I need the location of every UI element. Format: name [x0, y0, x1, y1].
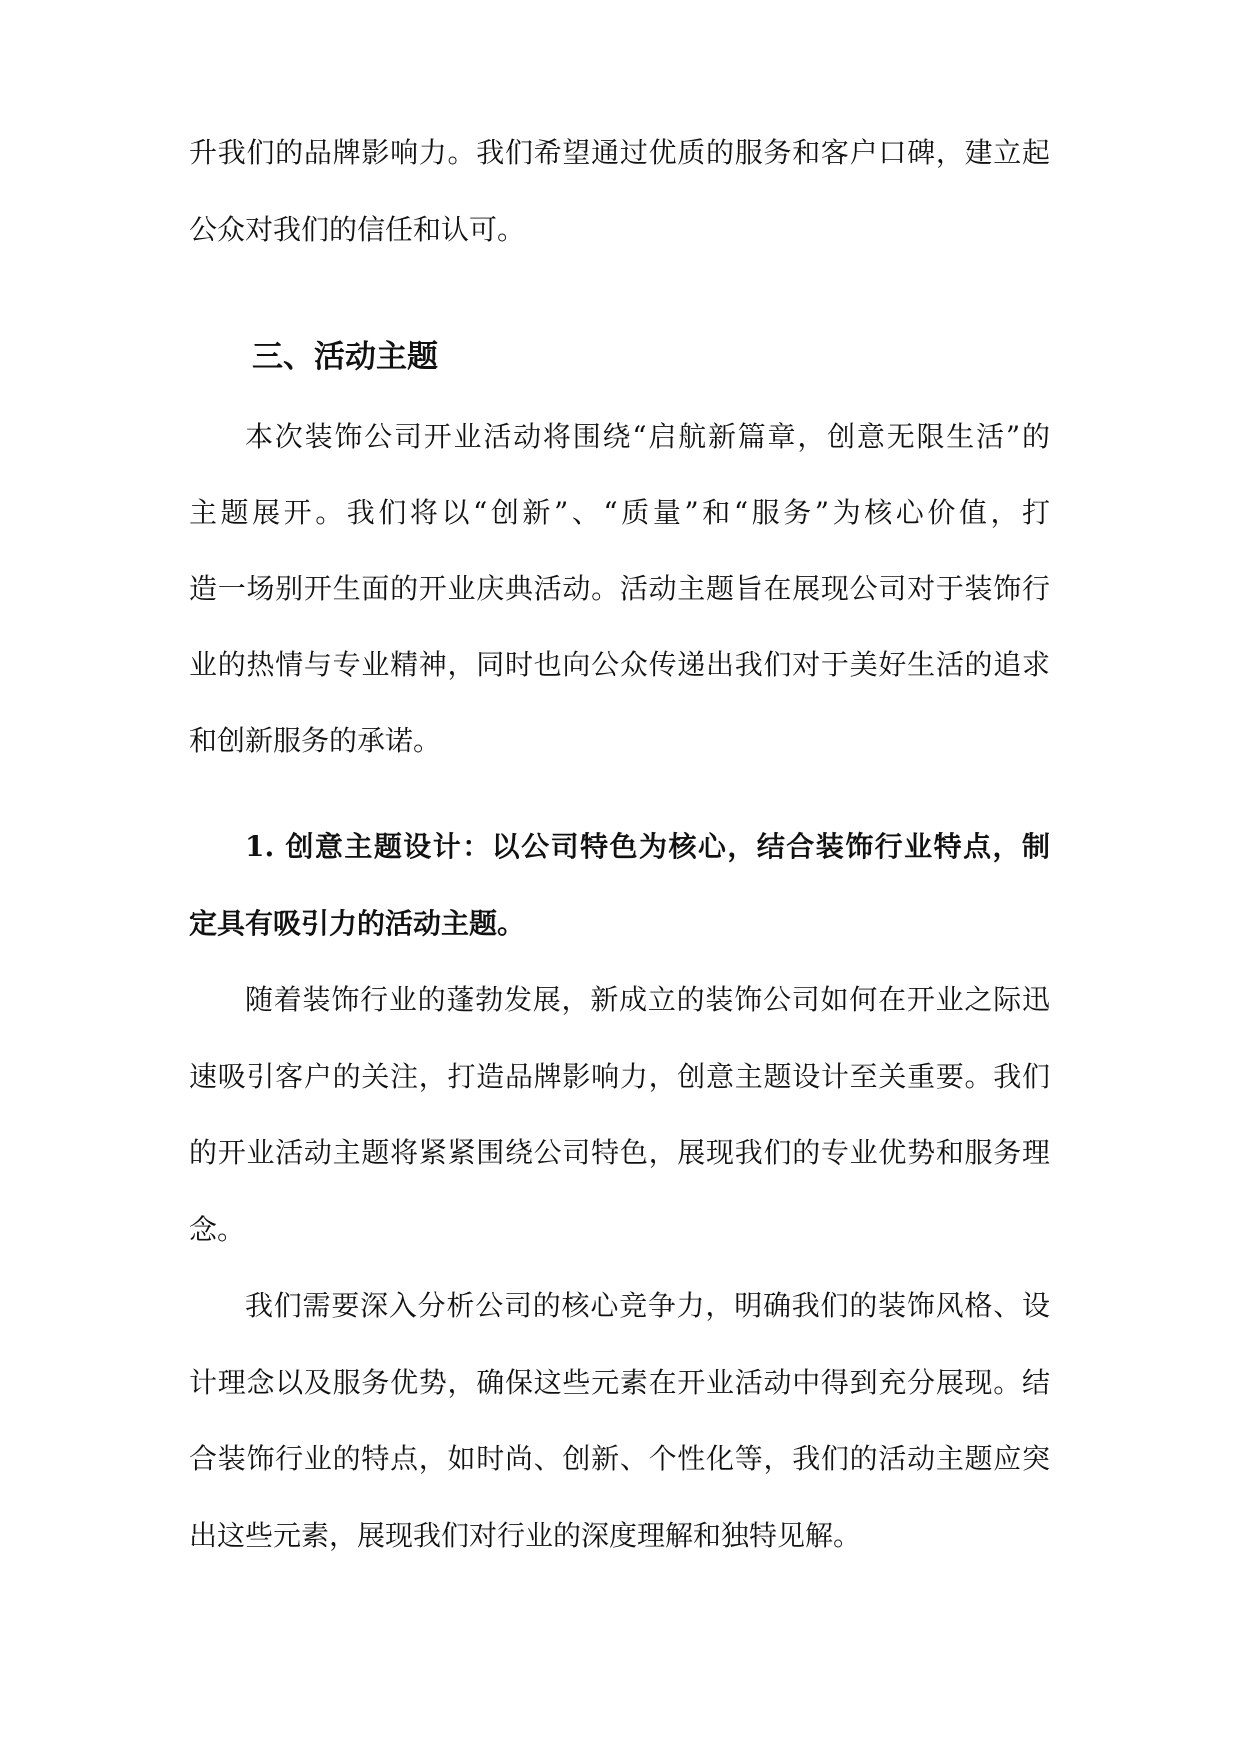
paragraph-line: 我们需要深入分析公司的核心竞争力，明确我们的装饰风格、设: [245, 1289, 1050, 1322]
paragraph-line: 造一场别开生面的开业庆典活动。活动主题旨在展现公司对于装饰行: [189, 572, 1050, 605]
paragraph-line: 的开业活动主题将紧紧围绕公司特色，展现我们的专业优势和服务理: [189, 1136, 1050, 1169]
paragraph-line: 本次装饰公司开业活动将围绕“启航新篇章，创意无限生活”的: [245, 420, 1050, 453]
paragraph-line: 合装饰行业的特点，如时尚、创新、个性化等，我们的活动主题应突: [189, 1442, 1050, 1475]
paragraph-line: 随着装饰行业的蓬勃发展，新成立的装饰公司如何在开业之际迅: [245, 983, 1050, 1016]
paragraph-line: 主题展开。我们将以“创新”、“质量”和“服务”为核心价值，打: [189, 496, 1050, 529]
paragraph-line: 出这些元素，展现我们对行业的深度理解和独特见解。: [189, 1519, 862, 1552]
subheading-line: 1. 创意主题设计：以公司特色为核心，结合装饰行业特点，制: [245, 830, 1050, 863]
paragraph-line: 念。: [189, 1213, 246, 1246]
section-heading: 三、活动主题: [252, 339, 438, 375]
paragraph-line: 速吸引客户的关注，打造品牌影响力，创意主题设计至关重要。我们: [189, 1060, 1050, 1093]
paragraph-line: 公众对我们的信任和认可。: [189, 213, 526, 246]
paragraph-line: 计理念以及服务优势，确保这些元素在开业活动中得到充分展现。结: [189, 1366, 1050, 1399]
subheading-line: 定具有吸引力的活动主题。: [189, 907, 526, 940]
paragraph-line: 和创新服务的承诺。: [189, 724, 442, 757]
paragraph-line: 业的热情与专业精神，同时也向公众传递出我们对于美好生活的追求: [189, 648, 1050, 681]
paragraph-line: 升我们的品牌影响力。我们希望通过优质的服务和客户口碑，建立起: [189, 136, 1050, 169]
